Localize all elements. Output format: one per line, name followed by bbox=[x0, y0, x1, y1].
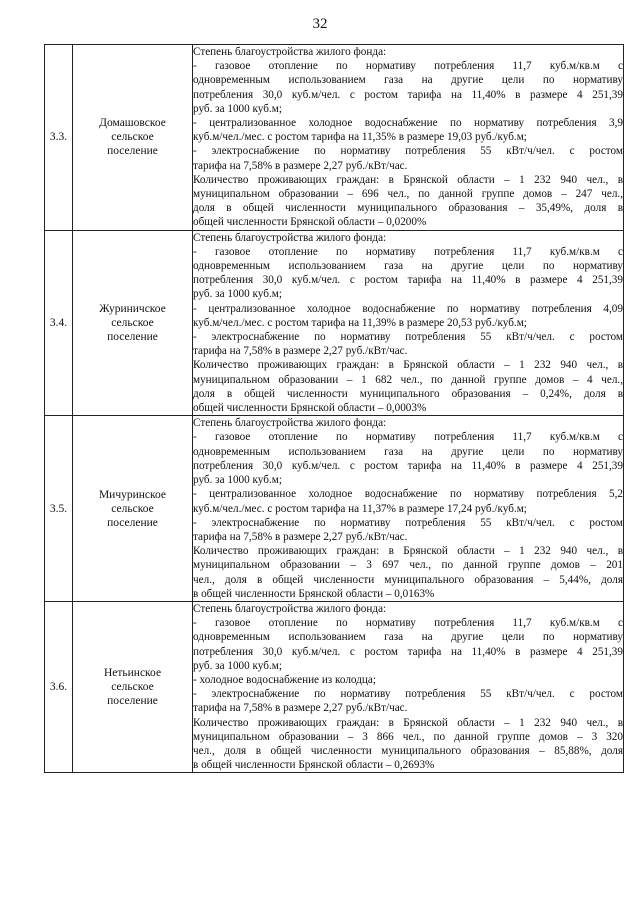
housing-description bbox=[193, 230, 624, 416]
description-line: одновременным использованием газа на другие цели по нормативу bbox=[193, 74, 623, 87]
description-line: - холодное водоснабжение из колодца; bbox=[193, 673, 376, 686]
housing-description bbox=[193, 601, 624, 772]
table-row bbox=[45, 45, 624, 231]
description-line: Количество проживающих граждан: в Брянской области – 1 232 940 чел., в bbox=[193, 716, 623, 729]
description-line: доля в общей численности муниципального образования – 35,49%, доля в bbox=[193, 202, 623, 215]
settlement-name-line: поселение bbox=[107, 516, 158, 529]
housing-description bbox=[193, 45, 624, 231]
description-line: тарифа на 7,58% в размере 2,27 руб./кВт/час. bbox=[193, 702, 408, 715]
table-row bbox=[45, 601, 624, 772]
settlement-name bbox=[73, 601, 193, 772]
description-line: потребления 30,0 куб.м/чел. с ростом тарифа на 11,40% в размере 4 251,39 bbox=[193, 88, 623, 101]
description-line: одновременным использованием газа на другие цели по нормативу bbox=[193, 631, 623, 644]
description-line: Количество проживающих граждан: в Брянской области – 1 232 940 чел., в bbox=[193, 359, 623, 372]
description-line: Степень благоустройства жилого фонда: bbox=[193, 602, 387, 615]
description-line: - централизованное холодное водоснабжение по нормативу потребления 3,9 bbox=[193, 117, 623, 130]
description-line: чел., доля в общей численности муниципального образования – 5,44%, доля bbox=[193, 573, 623, 586]
settlement-name-line: поселение bbox=[107, 695, 158, 708]
description-line: - электроснабжение по нормативу потребления 55 кВт/ч/чел. с ростом bbox=[193, 688, 623, 701]
settlement-name bbox=[73, 45, 193, 231]
description-line: муниципальном образовании – 696 чел., по данной группе домов – 247 чел., bbox=[193, 188, 623, 201]
description-line: чел., доля в общей численности муниципального образования – 85,88%, доля bbox=[193, 744, 623, 757]
table-row bbox=[45, 230, 624, 416]
description-line: доля в общей численности муниципального образования – 0,24%, доля в bbox=[193, 387, 623, 400]
page-number: 32 bbox=[312, 16, 328, 32]
description-line: Количество проживающих граждан: в Брянской области – 1 232 940 чел., в bbox=[193, 173, 623, 186]
settlement-name-line: сельское bbox=[111, 131, 154, 144]
description-line: в общей численности Брянской области – 0,2693% bbox=[193, 759, 435, 772]
description-line: общей численности Брянской области – 0,0200% bbox=[193, 216, 427, 229]
table-row bbox=[45, 416, 624, 602]
row-number: 3.4. bbox=[45, 230, 73, 416]
settlement-name-line: поселение bbox=[107, 145, 158, 158]
description-line: тарифа на 7,58% в размере 2,27 руб./кВт/час. bbox=[193, 530, 408, 543]
settlement-table bbox=[44, 44, 624, 773]
settlement-name bbox=[73, 416, 193, 602]
description-line: куб.м/чел./мес. с ростом тарифа на 11,35% в размере 19,03 руб./куб.м; bbox=[193, 131, 527, 144]
description-line: одновременным использованием газа на другие цели по нормативу bbox=[193, 445, 623, 458]
settlement-name-line: сельское bbox=[111, 502, 154, 515]
description-line: руб. за 1000 куб.м; bbox=[193, 659, 282, 672]
settlement-name bbox=[73, 230, 193, 416]
description-line: руб. за 1000 куб.м; bbox=[193, 102, 282, 115]
description-line: муниципальном образовании – 3 866 чел., по данной группе домов – 3 320 bbox=[193, 730, 623, 743]
description-line: - газовое отопление по нормативу потребления 11,7 куб.м/кв.м с bbox=[193, 60, 623, 73]
description-line: потребления 30,0 куб.м/чел. с ростом тарифа на 11,40% в размере 4 251,39 bbox=[193, 274, 623, 287]
description-line: одновременным использованием газа на другие цели по нормативу bbox=[193, 260, 623, 273]
description-line: - централизованное холодное водоснабжение по нормативу потребления 5,2 bbox=[193, 488, 623, 501]
description-line: - газовое отопление по нормативу потребления 11,7 куб.м/кв.м с bbox=[193, 245, 623, 258]
settlement-name-line: сельское bbox=[111, 681, 154, 694]
row-number: 3.3. bbox=[45, 45, 73, 231]
description-line: муниципальном образовании – 1 682 чел., по данной группе домов – 4 чел., bbox=[193, 373, 623, 386]
row-number: 3.5. bbox=[45, 416, 73, 602]
description-line: Степень благоустройства жилого фонда: bbox=[193, 46, 387, 58]
description-line: куб.м/чел./мес. с ростом тарифа на 11,37% в размере 17,24 руб./куб.м; bbox=[193, 502, 527, 515]
housing-description bbox=[193, 416, 624, 602]
description-line: потребления 30,0 куб.м/чел. с ростом тарифа на 11,40% в размере 4 251,39 bbox=[193, 459, 623, 472]
description-line: потребления 30,0 куб.м/чел. с ростом тарифа на 11,40% в размере 4 251,39 bbox=[193, 645, 623, 658]
description-line: - централизованное холодное водоснабжение по нормативу потребления 4,09 bbox=[193, 302, 623, 315]
description-line: - электроснабжение по нормативу потребления 55 кВт/ч/чел. с ростом bbox=[193, 516, 623, 529]
description-line: - электроснабжение по нормативу потребления 55 кВт/ч/чел. с ростом bbox=[193, 331, 623, 344]
settlement-name-line: поселение bbox=[107, 330, 158, 343]
description-line: - электроснабжение по нормативу потребления 55 кВт/ч/чел. с ростом bbox=[193, 145, 623, 158]
description-line: куб.м/чел./мес. с ростом тарифа на 11,39% в размере 20,53 руб./куб.м; bbox=[193, 316, 527, 329]
description-line: в общей численности Брянской области – 0,0163% bbox=[193, 587, 435, 600]
description-line: Количество проживающих граждан: в Брянской области – 1 232 940 чел., в bbox=[193, 545, 623, 558]
description-line: тарифа на 7,58% в размере 2,27 руб./кВт/час. bbox=[193, 345, 408, 358]
description-line: - газовое отопление по нормативу потребления 11,7 куб.м/кв.м с bbox=[193, 617, 623, 630]
settlement-name-line: Журиничское bbox=[99, 302, 166, 315]
row-number: 3.6. bbox=[45, 601, 73, 772]
description-line: Степень благоустройства жилого фонда: bbox=[193, 417, 387, 430]
settlement-name-line: Нетьинское bbox=[103, 667, 162, 680]
description-line: руб. за 1000 куб.м; bbox=[193, 474, 282, 487]
description-line: общей численности Брянской области – 0,0003% bbox=[193, 402, 427, 415]
settlement-name-line: Мичуринское bbox=[98, 488, 167, 501]
description-line: муниципальном образовании – 3 697 чел., по данной группе домов – 201 bbox=[193, 559, 623, 572]
description-line: Степень благоустройства жилого фонда: bbox=[193, 231, 387, 244]
description-line: тарифа на 7,58% в размере 2,27 руб./кВт/час. bbox=[193, 159, 408, 172]
description-line: руб. за 1000 куб.м; bbox=[193, 288, 282, 301]
settlement-name-line: Домашовское bbox=[99, 117, 166, 130]
description-line: - газовое отопление по нормативу потребления 11,7 куб.м/кв.м с bbox=[193, 431, 623, 444]
settlement-name-line: сельское bbox=[111, 316, 154, 329]
